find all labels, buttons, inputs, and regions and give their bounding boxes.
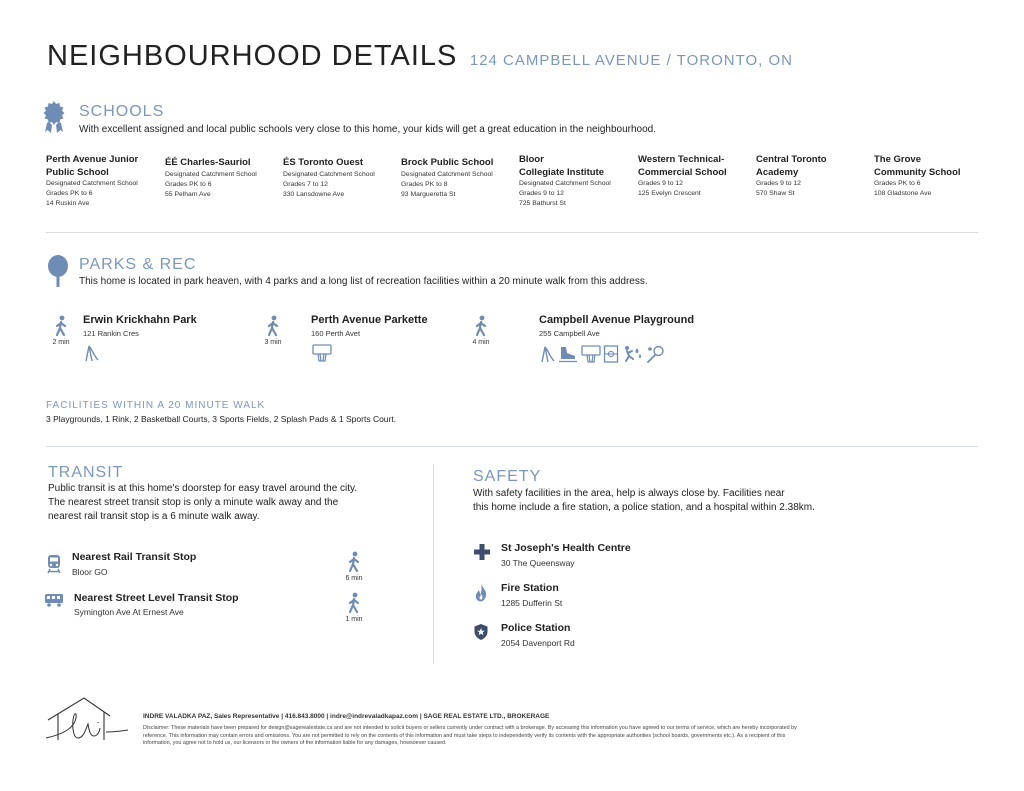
- school-name: Collegiate Institute: [519, 166, 604, 178]
- divider: [46, 232, 978, 233]
- school-name: Western Technical-: [638, 154, 725, 165]
- skate-icon: [558, 345, 578, 363]
- school-card: [283, 157, 397, 200]
- park-name: Perth Avenue Parkette: [311, 314, 428, 326]
- walk-time: 3 min: [264, 339, 282, 346]
- school-info: Grades PK to 8: [401, 180, 448, 188]
- school-info: 330 Lansdowne Ave: [283, 190, 345, 198]
- school-name: Bloor: [519, 154, 544, 165]
- school-info: Grades PK to 6: [874, 180, 921, 187]
- park-address: 255 Campbell Ave: [539, 329, 600, 338]
- splash-pad-icon: [623, 345, 643, 363]
- transit-description: nearest rail transit stop is a 6 minute walk away.: [48, 511, 260, 522]
- tree-icon: [46, 254, 70, 288]
- hospital-cross-icon: [474, 544, 490, 560]
- school-card: [519, 154, 633, 209]
- school-name: Community School: [874, 166, 961, 178]
- walk-time: 4 min: [472, 339, 490, 346]
- divider: [46, 446, 978, 447]
- park-name: Erwin Krickhahn Park: [83, 314, 197, 326]
- flame-icon: [475, 584, 487, 602]
- tennis-icon: [646, 345, 666, 363]
- school-info: 570 Shaw St: [756, 190, 795, 197]
- walk-time: 6 min: [345, 575, 363, 582]
- school-name: Perth Avenue Junior: [46, 154, 139, 165]
- safety-description: this home include a fire station, a police station, and a hospital within 2.38km.: [473, 502, 815, 513]
- bus-icon: [44, 593, 64, 607]
- safety-item-title: Police Station: [501, 622, 571, 634]
- walking-person-icon: [346, 551, 362, 573]
- school-card: [756, 154, 870, 199]
- school-name: Public School: [46, 166, 109, 178]
- transit-description: The nearest street transit stop is only a minute walk away and the: [48, 497, 339, 508]
- school-name: Brock Public School: [401, 157, 494, 168]
- facilities-heading: FACILITIES WITHIN A 20 MINUTE WALK: [46, 400, 266, 411]
- column-divider: [433, 464, 434, 664]
- school-card: [46, 154, 160, 209]
- school-info: Grades PK to 6: [165, 180, 212, 188]
- facilities-text: 3 Playgrounds, 1 Rink, 2 Basketball Courts, 3 Sports Fields, 2 Splash Pads & 1 Sports Court.: [46, 414, 397, 424]
- transit-description: Public transit is at this home's doorstep for easy travel around the city.: [48, 483, 358, 494]
- school-name: Commercial School: [638, 166, 727, 178]
- school-name: The Grove: [874, 154, 921, 165]
- school-name: Academy: [756, 166, 799, 178]
- school-card: [874, 154, 988, 199]
- safety-item-address: 2054 Davenport Rd: [501, 638, 575, 648]
- safety-item-title: St Joseph's Health Centre: [501, 542, 631, 554]
- parks-description: This home is located in park heaven, with 4 parks and a long list of recreation facilities within a 20 minute walk from this address.: [79, 276, 648, 287]
- transit-heading: TRANSIT: [48, 464, 124, 481]
- park-name: Campbell Avenue Playground: [539, 314, 695, 326]
- school-name: ÉS Toronto Ouest: [283, 157, 364, 168]
- walking-person-icon: [265, 315, 281, 337]
- walking-person-icon: [346, 592, 362, 614]
- park-address: 160 Perth Avet: [311, 329, 361, 338]
- school-info: Designated Catchment School: [401, 170, 493, 178]
- park-address: 121 Rankin Cres: [83, 329, 139, 338]
- school-info: Designated Catchment School: [165, 170, 257, 178]
- school-info: Grades 9 to 12: [519, 190, 564, 197]
- sports-field-icon: [603, 345, 619, 363]
- safety-item-title: Fire Station: [501, 582, 559, 594]
- parks-heading: PARKS & REC: [79, 256, 197, 273]
- school-info: 108 Gladstone Ave: [874, 190, 932, 197]
- school-card: [165, 157, 279, 200]
- school-info: Grades 9 to 12: [756, 180, 801, 187]
- walk-time: 2 min: [52, 339, 70, 346]
- school-info: 14 Ruskin Ave: [46, 200, 90, 207]
- walk-time: 1 min: [345, 616, 363, 623]
- walking-person-icon: [473, 315, 489, 337]
- rail-transit-title: Nearest Rail Transit Stop: [72, 551, 197, 563]
- award-ribbon-icon: [42, 100, 66, 134]
- school-info: Designated Catchment School: [519, 180, 611, 187]
- police-badge-icon: [474, 624, 488, 640]
- school-name: Central Toronto: [756, 154, 827, 165]
- footer-contact: INDRE VALADKA PAZ, Sales Representative | 416.843.8000 | indre@indrevaladkapaz.com | SAGE REAL ESTATE LTD., BROKERAGE: [143, 713, 550, 720]
- title-address: 124 CAMPBELL AVENUE / TORONTO, ON: [469, 52, 793, 69]
- safety-description: With safety facilities in the area, help is always close by. Facilities near: [473, 488, 785, 499]
- title-main: NEIGHBOURHOOD DETAILS: [47, 40, 458, 72]
- school-info: 125 Evelyn Crescent: [638, 190, 701, 197]
- safety-item-address: 1285 Dufferin St: [501, 598, 563, 608]
- school-card: [638, 154, 752, 199]
- safety-item-address: 30 The Queensway: [501, 558, 575, 568]
- agent-logo: [44, 694, 130, 746]
- schools-heading: SCHOOLS: [79, 103, 165, 120]
- school-info: Designated Catchment School: [283, 170, 375, 178]
- page-title: [47, 40, 793, 73]
- street-transit-stop: Symington Ave At Ernest Ave: [74, 607, 184, 617]
- schools-description: With excellent assigned and local public schools very close to this home, your kids will get a great education in the neighbourhood.: [79, 124, 656, 135]
- street-transit-title: Nearest Street Level Transit Stop: [74, 592, 239, 604]
- school-info: Grades 9 to 12: [638, 180, 683, 187]
- school-info: 725 Bathurst St: [519, 200, 566, 207]
- safety-heading: SAFETY: [473, 468, 542, 485]
- walking-person-icon: [53, 315, 69, 337]
- school-name: ÉÉ Charles-Sauriol: [165, 157, 251, 168]
- school-info: 93 Margueretta St: [401, 190, 456, 198]
- train-icon: [46, 554, 62, 574]
- rail-transit-stop: Bloor GO: [72, 567, 108, 577]
- playground-icon: [539, 345, 555, 363]
- basketball-icon: [312, 344, 332, 362]
- footer-disclaimer: Disclaimer: These materials have been prepared for design@sagerealestate.ca and are not intended to solicit buyers or sellers currently under contract with a brokerage. By accessing this information you have agreed to our terms of service, which are hereby incorporated by reference. This information may contain errors and omissions. You are not permitted to rely on the contents of this information and must take steps to independently verify its contents with the appropriate authorities (school boards, governments etc.). As a recipient of this information, you agree not to hold us, our licensors or the owners of the information liable for any damages, howsoever caused.: [143, 725, 797, 746]
- basketball-icon: [581, 345, 601, 363]
- playground-icon: [83, 344, 99, 362]
- school-info: 55 Pelham Ave: [165, 190, 211, 198]
- school-info: Grades PK to 6: [46, 190, 93, 197]
- school-info: Grades 7 to 12: [283, 180, 328, 188]
- school-info: Designated Catchment School: [46, 180, 138, 187]
- school-card: [401, 157, 515, 200]
